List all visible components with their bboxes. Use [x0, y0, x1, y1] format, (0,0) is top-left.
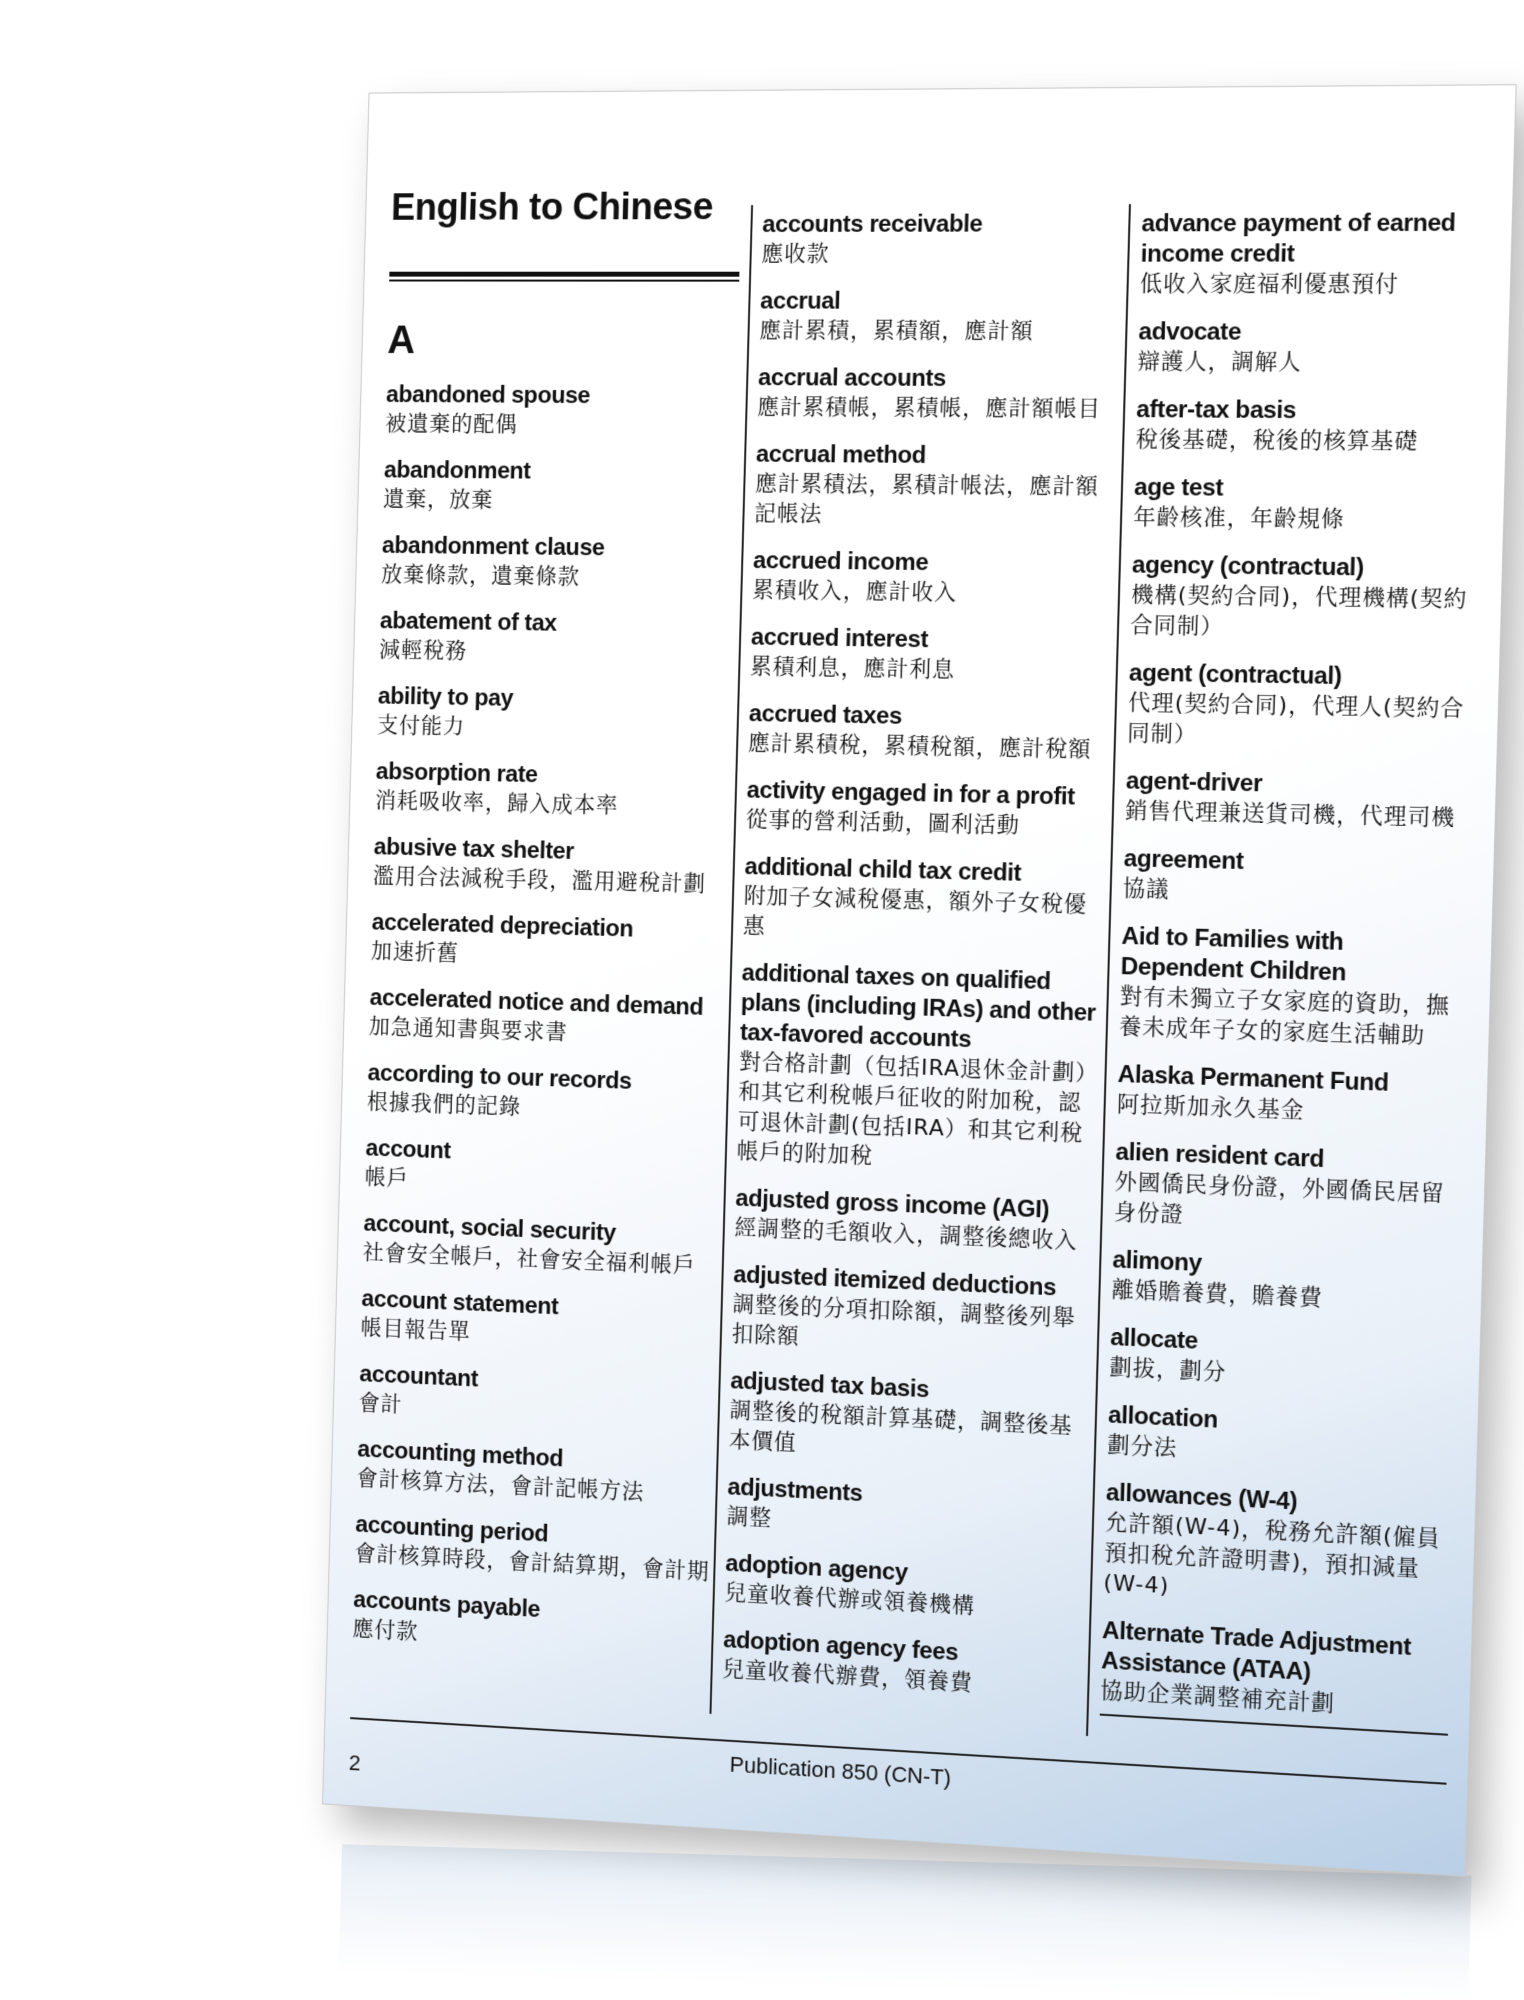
glossary-translation: 允許額(W-4)，稅務允許額(僱員預扣稅允許證明書)，預扣減量(W-4) [1103, 1510, 1441, 1600]
glossary-translation: 經調整的毛額收入，調整後總收入 [734, 1215, 1079, 1254]
glossary-term: accounting period [355, 1511, 549, 1548]
glossary-entry [743, 852, 1104, 951]
glossary-entry [1122, 844, 1473, 913]
glossary-entry [1133, 473, 1484, 537]
glossary-term: ability to pay [377, 682, 514, 712]
glossary-entry [754, 440, 1115, 533]
glossary-translation: 根據我們的記錄 [366, 1089, 522, 1120]
glossary-term: abandoned spouse [385, 381, 591, 409]
glossary-term: Alaska Permanent Fund [1117, 1060, 1390, 1097]
glossary-entry [761, 209, 1122, 270]
glossary-entry [352, 1585, 710, 1664]
glossary-translation: 劃拔，劃分 [1109, 1355, 1227, 1386]
column-1 [352, 319, 746, 1681]
column-2-entries [722, 209, 1122, 1705]
document-page [323, 85, 1516, 1876]
glossary-translation: 銷售代理兼送貨司機，代理司機 [1124, 798, 1456, 832]
glossary-term: accrued taxes [748, 700, 903, 730]
glossary-entry [1135, 395, 1486, 458]
glossary-term: abandonment [383, 456, 531, 485]
glossary-translation: 放棄條款，遺棄條款 [380, 562, 581, 590]
glossary-entry [1125, 766, 1476, 834]
glossary-translation: 兒童收養代辦或領養機構 [724, 1580, 976, 1620]
glossary-term: after-tax basis [1135, 395, 1297, 425]
glossary-entry [1100, 1616, 1451, 1727]
glossary-term: abandonment clause [381, 532, 605, 562]
glossary-entry [377, 682, 736, 748]
glossary-translation: 支付能力 [376, 713, 466, 740]
glossary-term: agency (contractual) [1131, 551, 1365, 582]
glossary-term: abatement of tax [379, 607, 558, 637]
glossary-translation: 應計累積，累積額，應計額 [759, 318, 1034, 345]
glossary-entry [379, 607, 738, 672]
glossary-translation: 劃分法 [1106, 1432, 1178, 1462]
glossary-term: agent (contractual) [1128, 659, 1343, 691]
glossary-translation: 阿拉斯加永久基金 [1116, 1092, 1305, 1124]
glossary-term: adoption agency [725, 1549, 909, 1587]
glossary-entry [731, 1260, 1092, 1365]
page-reflection [338, 1844, 1471, 2000]
glossary-term: agreement [1123, 844, 1244, 876]
glossary-translation: 應計累積稅，累積稅額，應計稅額 [747, 730, 1092, 763]
glossary-entry [364, 1134, 723, 1206]
glossary-entry [750, 623, 1110, 689]
glossary-term: advance payment of earned income credit [1140, 209, 1457, 268]
glossary-entry [734, 1184, 1094, 1258]
glossary-term: adjusted itemized deductions [733, 1261, 1057, 1302]
glossary-entry [354, 1510, 712, 1588]
glossary-term: accelerated depreciation [371, 908, 634, 943]
glossary-entry [362, 1209, 721, 1282]
glossary-translation: 協助企業調整補充計劃 [1100, 1678, 1336, 1717]
glossary-translation: 加急通知書與要求書 [368, 1014, 568, 1046]
glossary-translation: 帳目報告單 [360, 1315, 471, 1345]
page-title: English to Chinese [390, 186, 714, 229]
glossary-term: advocate [1138, 318, 1242, 346]
page-number: 2 [348, 1750, 361, 1776]
glossary-term: according to our records [367, 1059, 632, 1095]
glossary-term: abusive tax shelter [373, 833, 575, 865]
glossary-entry [1116, 1060, 1466, 1132]
glossary-translation: 應計累積法，累積計帳法，應計額記帳法 [754, 471, 1100, 527]
glossary-entry [358, 1360, 717, 1436]
glossary-term: activity engaged in for a profit [746, 776, 1076, 811]
glossary-entry [1103, 1478, 1455, 1617]
glossary-entry [385, 380, 744, 441]
glossary-term: additional taxes on qualified plans (including IRAs) and other tax-favored accounts [739, 959, 1097, 1054]
glossary-translation: 帳戶 [364, 1165, 410, 1192]
glossary-translation: 累積利息，應計利息 [749, 654, 956, 683]
glossary-term: alimony [1112, 1246, 1203, 1278]
column-3-entries [1100, 208, 1491, 1726]
glossary-term: accounts payable [352, 1586, 541, 1623]
glossary-entry [748, 699, 1108, 766]
glossary-entry [366, 1059, 725, 1130]
glossary-translation: 會計核算方法，會計記帳方法 [356, 1466, 645, 1506]
glossary-translation: 協議 [1122, 876, 1170, 903]
glossary-translation: 附加子女減稅優惠，額外子女稅優惠 [742, 883, 1088, 940]
glossary-translation: 對合格計劃（包括IRA退休金計劃）和其它利稅帳戶征收的附加稅，認可退休計劃(包括IRA）和其它利稅帳戶的附加稅 [736, 1049, 1088, 1169]
glossary-translation: 外國僑民身份證，外國僑民居留身份證 [1113, 1169, 1445, 1228]
glossary-translation: 會計 [358, 1390, 403, 1418]
column-1-entries [352, 380, 744, 1664]
glossary-term: adjustments [727, 1473, 863, 1508]
glossary-term: alien resident card [1115, 1138, 1325, 1174]
glossary-entry [752, 546, 1112, 611]
glossary-term: accrued interest [750, 623, 929, 654]
glossary-translation: 累積收入，應計收入 [751, 577, 958, 606]
glossary-translation: 消耗吸收率，歸入成本率 [374, 788, 619, 819]
glossary-entry [759, 287, 1120, 348]
glossary-term: adjusted tax basis [730, 1367, 930, 1404]
glossary-term: Alternate Trade Adjustment Assistance (ATAA) [1100, 1616, 1412, 1687]
glossary-term: absorption rate [375, 758, 538, 789]
glossary-term: accountant [359, 1360, 479, 1393]
glossary-translation: 機構(契約合同)，代理機構(契約合同制） [1129, 582, 1468, 640]
glossary-term: accrual accounts [757, 364, 947, 392]
column-2 [722, 209, 1122, 1722]
glossary-translation: 加速折舊 [370, 939, 460, 967]
glossary-entry [1107, 1400, 1457, 1477]
glossary-translation: 對有未獨立子女家庭的資助，撫養未成年子女的家庭生活輔助 [1118, 984, 1451, 1050]
glossary-term: allowances (W-4) [1105, 1478, 1298, 1516]
glossary-entry [1111, 1245, 1461, 1320]
glossary-translation: 辯護人，調解人 [1137, 349, 1303, 376]
glossary-entry [1119, 922, 1471, 1054]
glossary-entry [746, 776, 1106, 844]
glossary-entry [371, 908, 730, 977]
title-rule [389, 272, 739, 282]
glossary-translation: 兒童收養代辦費，領養費 [722, 1656, 974, 1697]
glossary-entry [1127, 658, 1479, 755]
glossary-entry [724, 1549, 1084, 1628]
glossary-entry [726, 1473, 1086, 1551]
publication-footer: Publication 850 (CN-T) [729, 1751, 952, 1791]
glossary-entry [1130, 550, 1482, 646]
glossary-entry [360, 1284, 719, 1358]
glossary-term: allocate [1109, 1323, 1199, 1355]
glossary-term: accelerated notice and demand [369, 984, 704, 1021]
glossary-translation: 離婚贍養費，贍養費 [1111, 1277, 1324, 1312]
glossary-term: accrued income [752, 547, 929, 577]
glossary-term: accounts receivable [761, 210, 983, 238]
glossary-term: account statement [361, 1285, 559, 1321]
glossary-translation: 稅後基礎，稅後的核算基礎 [1135, 427, 1419, 455]
glossary-term: accrual [759, 287, 841, 315]
glossary-translation: 被遺棄的配偶 [384, 411, 518, 438]
glossary-translation: 代理(契約合同)，代理人(契約合同制） [1126, 690, 1465, 748]
glossary-translation: 從事的營利活動，圖利活動 [745, 807, 1021, 839]
glossary-term: allocation [1107, 1401, 1219, 1434]
glossary-translation: 遺棄，放棄 [382, 487, 494, 513]
glossary-translation: 減輕稅務 [378, 637, 468, 664]
glossary-translation: 會計核算時段，會計結算期，會計期 [354, 1541, 710, 1585]
glossary-entry [383, 456, 742, 518]
glossary-entry [369, 983, 728, 1053]
glossary-translation: 年齡核准，年齡規條 [1132, 504, 1346, 533]
glossary-translation: 應計累積帳，累積帳，應計額帳目 [756, 395, 1102, 422]
glossary-entry [1137, 317, 1488, 379]
glossary-translation: 低收入家庭福利優惠預付 [1139, 271, 1400, 298]
glossary-term: Aid to Families with Dependent Children [1120, 922, 1347, 987]
section-letter: A [386, 318, 416, 362]
glossary-entry [373, 833, 732, 901]
glossary-term: adoption agency fees [722, 1626, 959, 1667]
glossary-term: additional child tax credit [744, 853, 1022, 887]
column-3 [1100, 208, 1492, 1744]
glossary-term: account, social security [363, 1210, 617, 1247]
glossary-translation: 濫用合法減稅手段，濫用避稅計劃 [372, 863, 707, 897]
glossary-entry [1109, 1323, 1459, 1399]
glossary-translation: 應付款 [352, 1616, 419, 1645]
glossary-translation: 調整後的稅額計算基礎，調整後基本價值 [728, 1398, 1073, 1456]
glossary-translation: 社會安全帳戶，社會安全福利帳戶 [362, 1240, 696, 1279]
glossary-entry [381, 531, 740, 594]
glossary-term: age test [1133, 473, 1224, 502]
glossary-term: adjusted gross income (AGI) [735, 1184, 1050, 1224]
glossary-entry [356, 1435, 715, 1512]
glossary-entry [757, 363, 1117, 425]
glossary-translation: 調整 [726, 1504, 773, 1532]
glossary-entry [728, 1366, 1088, 1473]
glossary-entry [1139, 208, 1491, 300]
glossary-entry [375, 757, 734, 824]
glossary-entry [736, 958, 1100, 1180]
glossary-entry [722, 1625, 1081, 1705]
glossary-term: accounting method [357, 1435, 564, 1473]
glossary-translation: 調整後的分項扣除額，調整後列舉扣除額 [731, 1291, 1076, 1350]
glossary-term: agent-driver [1125, 767, 1263, 798]
glossary-term: account [365, 1134, 452, 1165]
glossary-term: accrual method [755, 440, 927, 469]
glossary-translation: 應收款 [761, 241, 830, 267]
glossary-entry [1113, 1137, 1464, 1241]
